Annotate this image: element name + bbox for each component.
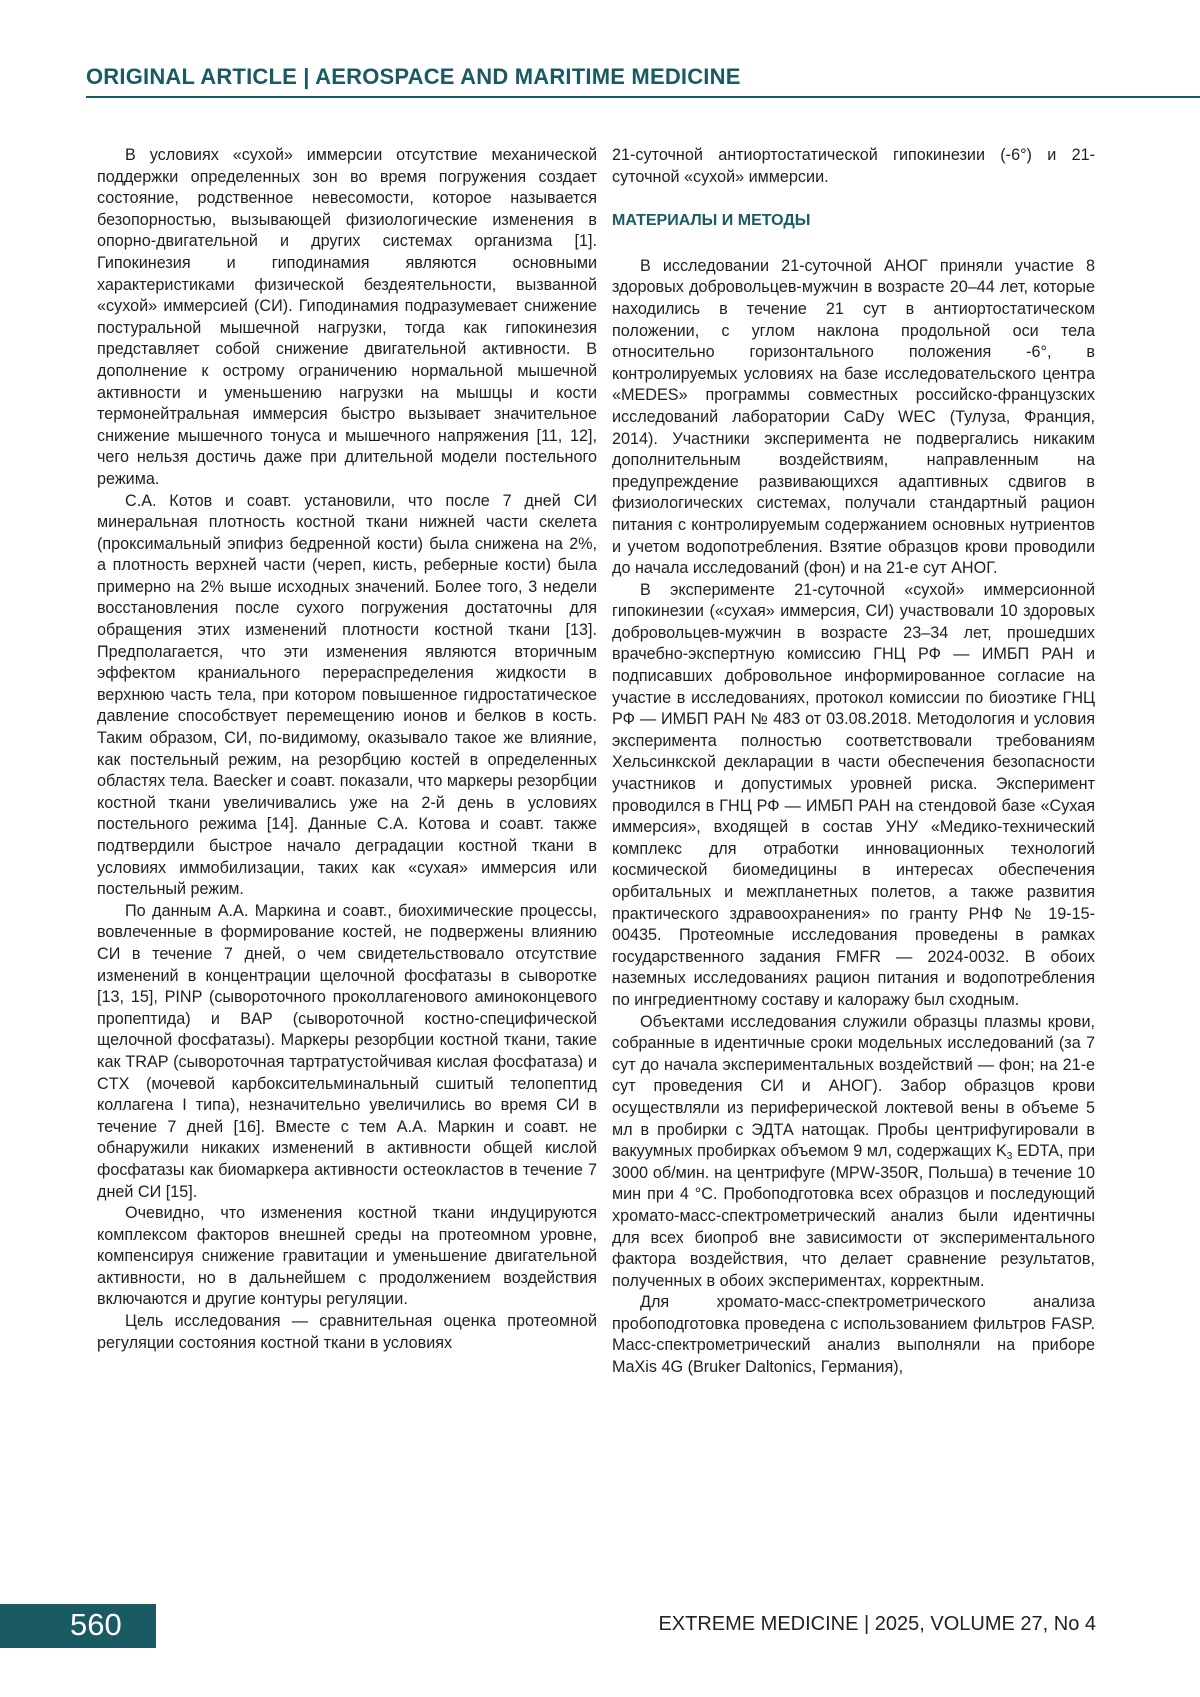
paragraph: Для хромато-масс-спектрометрического анализа пробоподготовка проведена с использованием фильтров FASP. Масс-спектрометрический анализ выполняли на приборе MaXis 4G (Bruker Daltonics, Германия), xyxy=(612,1293,1095,1377)
journal-citation: EXTREME MEDICINE | 2025, VOLUME 27, No 4 xyxy=(658,1613,1096,1635)
paragraph: 21-суточной антиортостатической гипокинезии (-6°) и 21-суточной «сухой» иммерсии. xyxy=(612,146,1095,186)
paragraph: В условиях «сухой» иммерсии отсутствие механической поддержки определенных зон во время погружения создает состояние, родственное невесомости, которое называется безопорностью, вызывающей физиологические изменения в опорно-двигательной и других системах организма [1]. Гипокинезия и гиподинамия являются основными характеристиками физической бездеятельности, вызванной «сухой» иммерсией (СИ). Гиподинамия подразумевает снижение постуральной мышечной нагрузки, тогда как гипокинезия представляет собой снижение двигательной активности. В дополнение к острому ограничению нормальной мышечной активности и уменьшению нагрузки на мышцы и кости термонейтральная иммерсия быстро вызывает значительное снижение мышечного тонуса и мышечного напряжения [11, 12], чего нельзя достичь даже при длительной модели постельного режима. xyxy=(97,146,597,488)
section-title: ORIGINAL ARTICLE | AEROSPACE AND MARITIME MEDICINE xyxy=(86,64,741,89)
paragraph xyxy=(612,1012,1095,1293)
page-number: 560 xyxy=(70,1607,122,1642)
paragraph: В эксперименте 21-суточной «сухой» иммерсионной гипокинезии («сухая» иммерсия, СИ) участвовали 10 здоровых добровольцев-мужчин в возрасте 23–34 лет, прошедших врачебно-экспертную комиссию ГНЦ РФ — ИМБП РАН и подписавших добровольное информированное согласие на участие в исследованиях, протокол комиссии по биоэтике ГНЦ РФ — ИМБП РАН № 483 от 03.08.2018. Методология и условия эксперимента полностью соответствовали требованиям Хельсинкской декларации в части обеспечения безопасности участников и допустимых уровней риска. Эксперимент проводился в ГНЦ РФ — ИМБП РАН на стендовой базе «Сухая иммерсия», входящей в состав УНУ «Медико-технический комплекс для отработки инновационных технологий космической биомедицины в интересах обеспечения орбитальных и межпланетных полетов, а также развития практического здравоохранения» по гранту РНФ № 19-15-00435. Протеомные исследования проведены в рамках государственного задания FMFR — 2024-0032. В обоих наземных исследованиях рацион питания и водопотребления по ингредиентному составу и калоражу был сходным. xyxy=(612,580,1095,1009)
paragraph: По данным А.А. Маркина и соавт., биохимические процессы, вовлеченные в формирование костей, не подвержены влиянию СИ в течение 7 дней, о чем свидетельствовало отсутствие изменений в концентрации щелочной фосфатазы в сыворотке [13, 15], PINP (сывороточного проколлагенового аминоконцевого пропептида) и BAP (сывороточной костно-специфической щелочной фосфатазы). Маркеры резорбции костной ткани, такие как TRAP (сывороточная тартратустойчивая кислая фосфатаза) и CTX (мочевой карбоксительминальный сшитый телопептид коллагена I типа), незначительно увеличились во время СИ в течение 7 дней [16]. Вместе с тем А.А. Маркин и соавт. не обнаружили никаких изменений в активности общей кислой фосфатазы как биомаркера активности остеокластов в течение 7 дней СИ [15]. xyxy=(97,901,597,1201)
paragraph-text: Объектами исследования служили образцы плазмы крови, собранные в идентичные сроки модельных исследований (за 7 сут до начала экспериментальных воздействий — фон; на 21-е сут проведения СИ и АНОГ). Забор образцов крови осуществляли из периферической локтевой вены в объеме 5 мл в пробирки с ЭДТА натощак. Пробы центрифугировали в вакуумных пробирках объемом 9 мл, содержащих K xyxy=(612,1012,1095,1161)
paragraph: В исследовании 21-суточной АНОГ приняли участие 8 здоровых добровольцев-мужчин в возрасте 20–44 лет, которые находились в течение 21 сут в антиортостатическом положении, с углом наклона продольной оси тела относительно горизонтального положения -6°, в контролируемых условиях на базе исследовательского центра «MEDES» программы совместных российско-французских исследований лаборатории CaDy WEC (Тулуза, Франция, 2014). Участники эксперимента не подвергались никаким дополнительным воздействиям, направленным на предупреждение развивающихся адаптивных сдвигов в физиологических системах, получали стандартный рацион питания с контролируемым содержанием основных нутриентов и учетом водопотребления. Взятие образцов крови проводили до начала исследований (фон) и на 21-е сут АНОГ. xyxy=(612,256,1095,578)
page-number-box xyxy=(0,1604,156,1648)
running-header xyxy=(86,64,1200,100)
section-heading: МАТЕРИАЛЫ И МЕТОДЫ xyxy=(612,212,811,230)
paragraph: С.А. Котов и соавт. установили, что после 7 дней СИ минеральная плотность костной ткани нижней части скелета (проксимальный эпифиз бедренной кости) была снижена на 2%, а плотность верхней части (череп, кисть, реберные кости) была примерно на 2% выше исходных значений. Более того, 3 недели восстановления после сухого погружения достаточны для обращения этих изменений плотности костной ткани [13]. Предполагается, что эти изменения являются вторичным эффектом краниального перераспределения жидкости в верхнюю часть тела, при котором повышенное гидростатическое давление способствует перемещению ионов и белков в кость. Таким образом, СИ, по-видимому, оказывало такое же влияние, как постельный режим, на резорбцию костей в определенных областях тела. Baecker и соавт. показали, что маркеры резорбции костной ткани увеличивались уже на 2-й день в условиях постельного режима [14]. Данные С.А. Котова и соавт. также подтвердили быстрое начало деградации костной ткани в условиях иммобилизации, таких как «сухая» иммерсия или постельный режим. xyxy=(97,491,597,899)
subscript: 3 xyxy=(1006,1151,1013,1163)
paragraph: Очевидно, что изменения костной ткани индуцируются комплексом факторов внешней среды на протеомном уровне, компенсируя снижение гравитации и уменьшение двигательной активности, но в дальнейшем с продолжением воздействия включаются и другие контуры регуляции. xyxy=(97,1204,597,1309)
left-column xyxy=(97,145,597,1354)
paragraph: Цель исследования — сравнительная оценка протеомной регуляции состояния костной ткани в условиях xyxy=(97,1312,597,1352)
right-column xyxy=(612,145,1095,1379)
paragraph-text: EDTA, при 3000 об/мин. на центрифуге (MPW-350R, Польша) в течение 10 мин при 4 °С. Пробоподготовка всех образцов и последующий хромато-масс-спектрометрический анализ были идентичны для всех биопроб вне зависимости от экспериментального фактора воздействия, что делает сравнение результатов, полученных в обоих экспериментах, корректным. xyxy=(612,1142,1095,1290)
header-divider xyxy=(86,96,1200,98)
